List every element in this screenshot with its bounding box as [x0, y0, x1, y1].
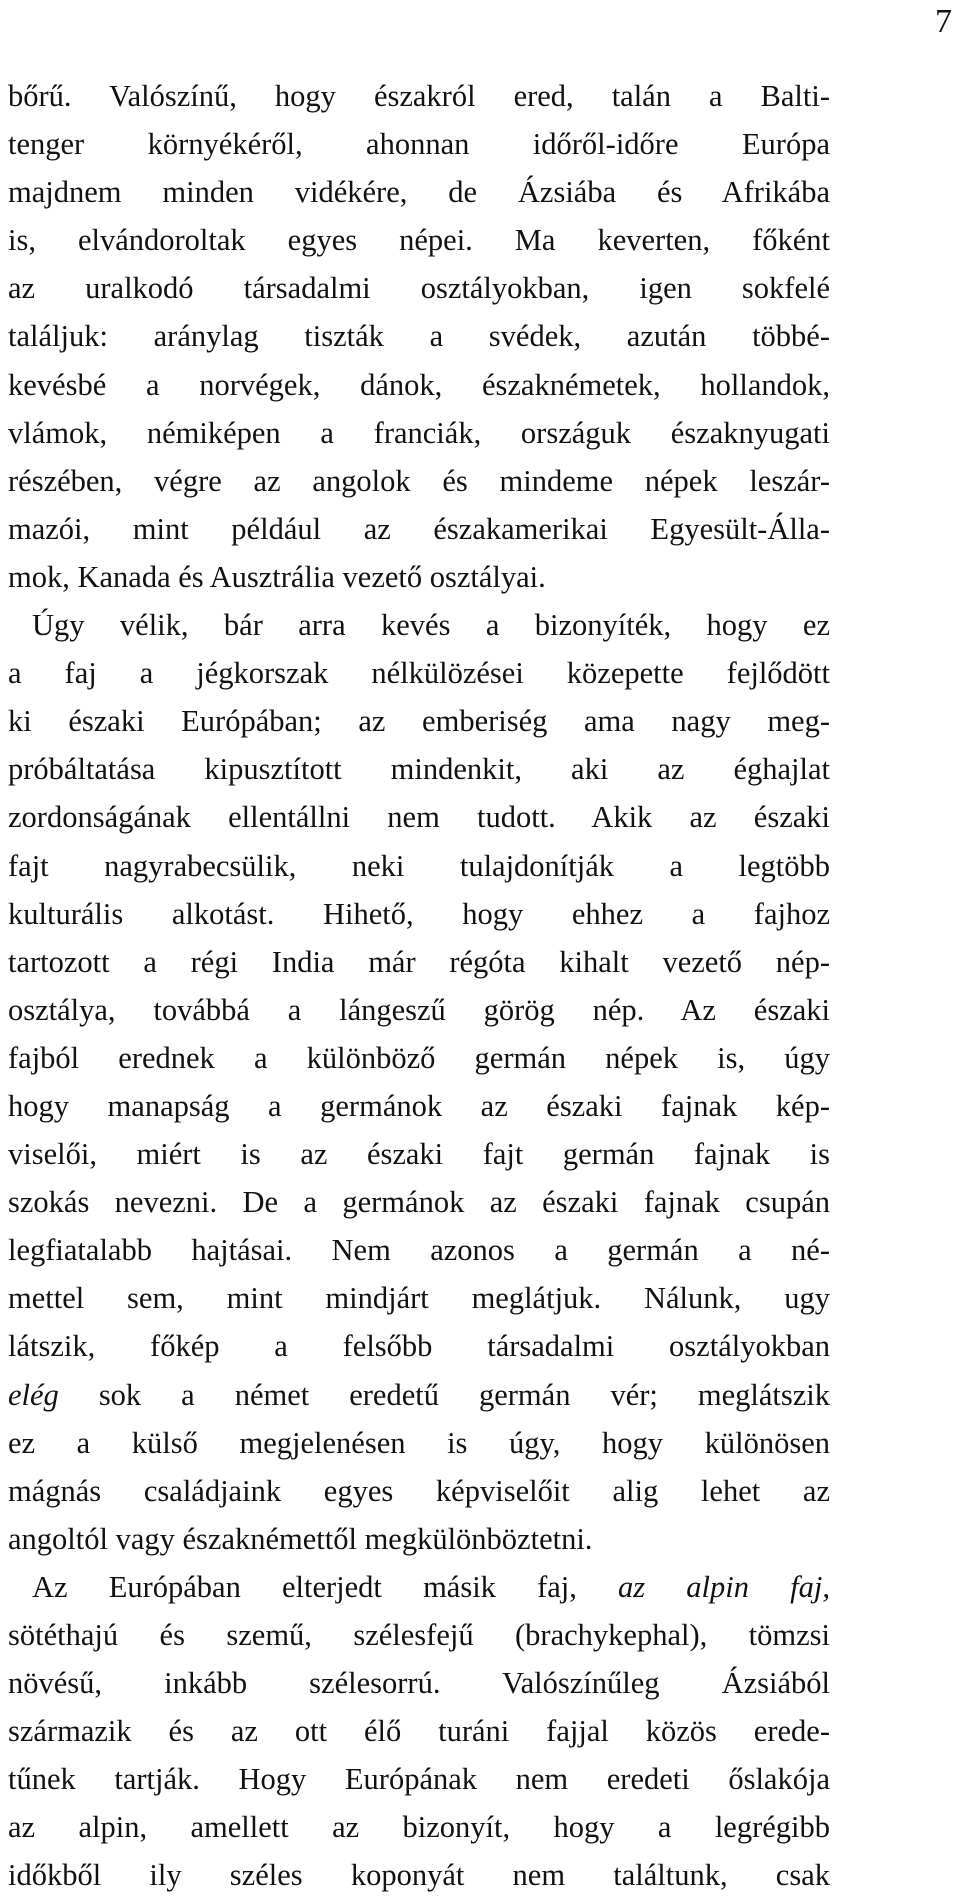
line-text: Az Európában elterjedt másik faj, — [32, 1569, 619, 1604]
text-line: ez a külső megjelenésen is úgy, hogy különösen — [8, 1425, 830, 1460]
text-line: részében, végre az angolok és mindeme népek leszár- — [8, 463, 830, 498]
page-number: 7 — [935, 3, 952, 40]
text-line: látszik, főkép a felsőbb társadalmi osztályokban — [8, 1329, 830, 1364]
text-line: szokás nevezni. De a germánok az északi fajnak csupán — [8, 1185, 830, 1220]
text-line: majdnem minden vidékére, de Ázsiába és Afrikába — [8, 175, 830, 210]
text-line: próbáltatása kipusztított mindenkit, aki az éghajlat — [8, 752, 830, 787]
text-line: viselői, miért is az északi fajt germán fajnak is — [8, 1137, 830, 1172]
italic-text: elég — [8, 1377, 59, 1412]
text-line: fajt nagyrabecsülik, neki tulajdonítják a legtöbb — [8, 848, 830, 883]
text-line: növésű, inkább szélesorrú. Valószínűleg Ázsiából — [8, 1666, 830, 1701]
text-line: ki északi Európában; az emberiség ama nagy meg- — [8, 704, 830, 739]
text-line: bőrű. Valószínű, hogy északról ered, talán a Balti- — [8, 79, 830, 113]
text-line: származik és az ott élő turáni fajjal közös erede- — [8, 1714, 830, 1749]
text-line: az uralkodó társadalmi osztályokban, igen sokfelé — [8, 271, 830, 306]
italic-text: az alpin faj, — [618, 1569, 830, 1604]
text-line: találjuk: aránylag tiszták a svédek, azután többé- — [8, 319, 830, 354]
text-line: tartozott a régi India már régóta kihalt vezető nép- — [8, 944, 830, 979]
text-line: mágnás családjaink egyes képviselőit alig lehet az — [8, 1473, 830, 1508]
text-line — [8, 1563, 830, 1611]
text-line: fajból erednek a különböző germán népek is, úgy — [8, 1040, 830, 1075]
text-line: is, elvándoroltak egyes népei. Ma keverten, főként — [8, 223, 830, 258]
text-line: hogy manapság a germánok az északi fajnak kép- — [8, 1088, 830, 1123]
text-line: vlámok, némiképen a franciák, országuk északnyugati — [8, 415, 830, 450]
text-line: kevésbé a norvégek, dánok, északnémetek, hollandok, — [8, 367, 830, 402]
body-text — [8, 72, 830, 1900]
text-line: zordonságának ellentállni nem tudott. Akik az északi — [8, 800, 830, 835]
text-line: osztálya, továbbá a lángeszű görög nép. Az északi — [8, 992, 830, 1027]
text-line: angoltól vagy északnémettől megkülönböztetni. — [8, 1521, 593, 1556]
text-line: az alpin, amellett az bizonyít, hogy a legrégibb — [8, 1810, 830, 1845]
line-text: sok a német eredetű germán vér; meglátszik — [58, 1377, 830, 1412]
text-line: kulturális alkotást. Hihető, hogy ehhez a fajhoz — [8, 896, 830, 931]
text-line: Úgy vélik, bár arra kevés a bizonyíték, hogy ez — [32, 608, 830, 643]
text-line — [8, 1371, 830, 1419]
text-line: tűnek tartják. Hogy Európának nem eredeti őslakója — [8, 1762, 830, 1797]
text-line: időkből ily széles koponyát nem találtunk, csak — [8, 1858, 830, 1893]
text-line: mettel sem, mint mindjárt meglátjuk. Nálunk, ugy — [8, 1281, 830, 1316]
text-line: mazói, mint például az északamerikai Egyesült-Álla- — [8, 511, 830, 546]
text-line: a faj a jégkorszak nélkülözései közepette fejlődött — [8, 656, 830, 691]
text-line: mok, Kanada és Ausztrália vezető osztályai. — [8, 559, 546, 594]
text-line: sötéthajú és szemű, szélesfejű (brachykephal), tömzsi — [8, 1618, 830, 1652]
text-line: tenger környékéről, ahonnan időről-időre Európa — [8, 127, 830, 162]
text-line: legfiatalabb hajtásai. Nem azonos a germán a né- — [8, 1233, 830, 1268]
